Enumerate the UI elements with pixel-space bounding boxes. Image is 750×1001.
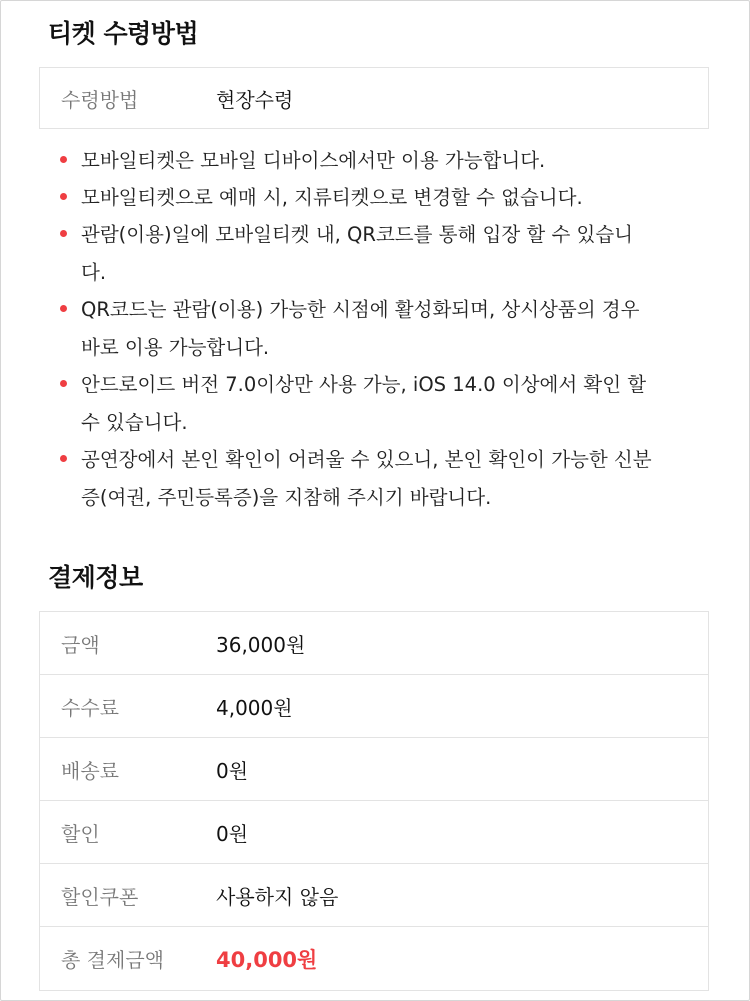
notice-text-continued: 증(여권, 주민등록증)을 지참해 주시기 바랍니다. bbox=[81, 486, 492, 509]
payment-table bbox=[39, 611, 709, 991]
red-bullet-icon bbox=[60, 305, 67, 312]
payment-total-label: 총 결제금액 bbox=[61, 948, 164, 972]
payment-row-value: 4,000원 bbox=[216, 695, 293, 720]
payment-row-value: 사용하지 않음 bbox=[216, 884, 339, 909]
notice-text-continued: 수 있습니다. bbox=[81, 411, 188, 434]
notice-text: QR코드는 관람(이용) 가능한 시점에 활성화되며, 상시상품의 경우 bbox=[81, 298, 640, 321]
notice-list bbox=[60, 142, 700, 516]
notice-text: 공연장에서 본인 확인이 어려울 수 있으니, 본인 확인이 가능한 신분 bbox=[81, 448, 652, 471]
notice-text: 모바일티켓은 모바일 디바이스에서만 이용 가능합니다. bbox=[81, 149, 546, 172]
payment-row-discount bbox=[40, 801, 708, 864]
payment-row-label: 금액 bbox=[61, 632, 100, 657]
payment-row-coupon bbox=[40, 864, 708, 927]
red-bullet-icon bbox=[60, 193, 67, 200]
red-bullet-icon bbox=[60, 230, 67, 237]
red-bullet-icon bbox=[60, 380, 67, 387]
pickup-method-label: 수령방법 bbox=[61, 87, 139, 112]
ticket-pickup-title: 티켓 수령방법 bbox=[48, 19, 199, 48]
payment-row-shipping bbox=[40, 738, 708, 801]
notice-item bbox=[60, 142, 700, 180]
payment-total-value: 40,000원 bbox=[216, 947, 318, 972]
red-bullet-icon bbox=[60, 455, 67, 462]
payment-row-fee bbox=[40, 675, 708, 738]
payment-row-value: 0원 bbox=[216, 821, 249, 846]
payment-row-label: 배송료 bbox=[61, 758, 119, 783]
payment-row-label: 수수료 bbox=[61, 695, 119, 720]
payment-info-title: 결제정보 bbox=[48, 563, 143, 592]
notice-text: 관람(이용)일에 모바일티켓 내, QR코드를 통해 입장 할 수 있습니 bbox=[81, 223, 633, 246]
payment-row-label: 할인쿠폰 bbox=[61, 884, 139, 909]
notice-text: 모바일티켓으로 예매 시, 지류티켓으로 변경할 수 없습니다. bbox=[81, 186, 583, 209]
payment-row-label: 할인 bbox=[61, 821, 100, 846]
notice-item bbox=[60, 441, 700, 517]
notice-item bbox=[60, 179, 700, 217]
payment-row-value: 36,000원 bbox=[216, 632, 306, 657]
notice-item bbox=[60, 291, 700, 367]
notice-item bbox=[60, 216, 700, 292]
notice-item bbox=[60, 366, 700, 442]
pickup-method-box bbox=[39, 67, 709, 129]
notice-text-continued: 바로 이용 가능합니다. bbox=[81, 336, 270, 359]
payment-row-amount bbox=[40, 612, 708, 675]
notice-text: 안드로이드 버전 7.0이상만 사용 가능, iOS 14.0 이상에서 확인 할 bbox=[81, 373, 647, 396]
red-bullet-icon bbox=[60, 156, 67, 163]
payment-row-total bbox=[40, 927, 708, 990]
payment-row-value: 0원 bbox=[216, 758, 249, 783]
pickup-method-value: 현장수령 bbox=[216, 87, 294, 112]
notice-text-continued: 다. bbox=[81, 261, 107, 284]
